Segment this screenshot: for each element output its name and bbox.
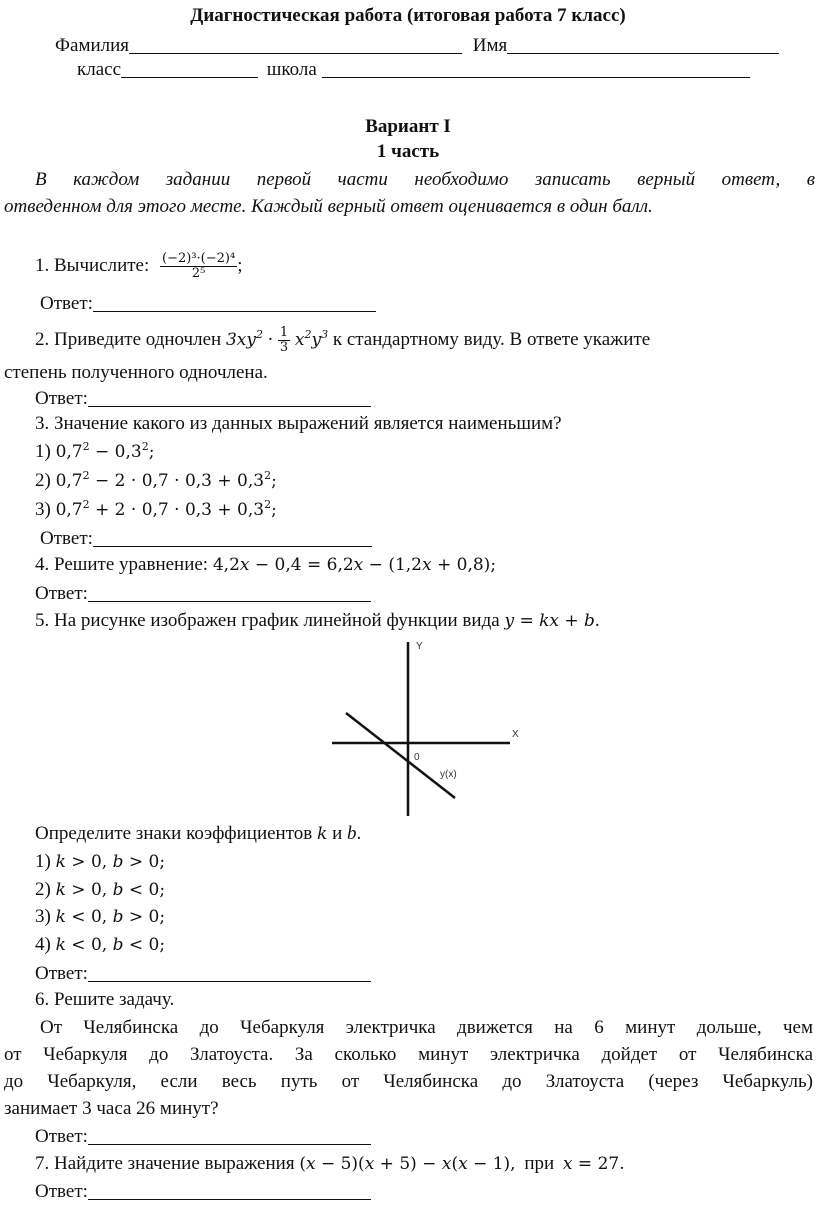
task-1-denominator: 2⁵ bbox=[191, 266, 206, 281]
task-1-text: 1. Вычислите: bbox=[35, 254, 150, 276]
answer-field-3[interactable] bbox=[93, 528, 372, 547]
part-title: 1 часть bbox=[376, 141, 440, 162]
task-2-line-2: степень полученного одночлена. bbox=[4, 362, 268, 383]
task-6: 6. Решите задачу. bbox=[35, 989, 175, 1010]
task-2-after: к стандартному виду. В ответе укажите bbox=[332, 328, 651, 350]
surname-row bbox=[55, 34, 779, 58]
task-5-text: 5. На рисунке изображен график линейной функции вида bbox=[35, 610, 500, 631]
task-5-option-1: 1) k > 0, b > 0; bbox=[35, 851, 166, 872]
option-number: 3) bbox=[35, 906, 51, 927]
task-2-text: 2. Приведите одночлен bbox=[35, 328, 222, 350]
answer-label: Ответ: bbox=[35, 1126, 88, 1147]
option-number: 1) bbox=[35, 851, 51, 872]
x-axis-label: X bbox=[512, 729, 519, 740]
task-7-when: при bbox=[524, 1153, 555, 1174]
task-6-line-3: до Чебаркуля, если весь путь от Челябинска до Златоуста (через Чебаркуль) bbox=[4, 1071, 813, 1092]
option-number: 3) bbox=[35, 499, 51, 520]
answer-4 bbox=[35, 582, 371, 606]
task-3-option-3: 3) $0,7^2 + 2 \cdot 0,7 \cdot 0,3 + 0,3^2$; bbox=[35, 498, 277, 520]
school-field[interactable] bbox=[322, 59, 750, 78]
school-label: школа bbox=[266, 59, 317, 80]
task-4-text: 4. Решите уравнение: bbox=[35, 554, 209, 575]
task-6-line-4: занимает 3 часа 26 минут? bbox=[4, 1098, 219, 1119]
task-3-option-1: 1) $0,7^2 - 0,3^2$; bbox=[35, 440, 155, 462]
option-number: 2) bbox=[35, 879, 51, 900]
task-6-line-1: От Челябинска до Чебаркуля электричка движется на 6 минут дольше, чем bbox=[40, 1017, 813, 1038]
answer-label: Ответ: bbox=[35, 583, 88, 604]
task-5-option-4: 4) k < 0, b < 0; bbox=[35, 934, 166, 955]
answer-field-4[interactable] bbox=[88, 583, 371, 602]
answer-5 bbox=[35, 962, 371, 986]
instructions-line-1: В каждом задании первой части необходимо записать верный ответ, в bbox=[35, 169, 815, 190]
task-4: 4. Решите уравнение: 4,2x − 0,4 = 6,2x − (1,2x + 0,8); bbox=[35, 554, 497, 575]
surname-field[interactable] bbox=[129, 35, 462, 54]
option-number: 4) bbox=[35, 934, 51, 955]
answer-label: Ответ: bbox=[35, 963, 88, 984]
y-axis-label: Y bbox=[416, 641, 423, 652]
task-2: 2. Приведите одночлен $3xy^2$ · $\frac{1}{3}$ $x^2y^3$ к стандартному виду. В ответе укажите bbox=[35, 325, 651, 355]
answer-1 bbox=[40, 292, 376, 316]
name-label: Имя bbox=[472, 35, 508, 56]
task-5-option-3: 3) k < 0, b > 0; bbox=[35, 906, 166, 927]
class-label: класс bbox=[77, 59, 122, 80]
answer-label: Ответ: bbox=[40, 528, 93, 549]
task-5-question-text: Определите знаки коэффициентов bbox=[35, 823, 313, 844]
name-field[interactable] bbox=[507, 35, 779, 54]
option-number: 1) bbox=[35, 441, 51, 462]
task-1-numerator: (−2)³·(−2)⁴ bbox=[162, 251, 236, 266]
surname-label: Фамилия bbox=[55, 35, 130, 56]
answer-field-2[interactable] bbox=[88, 388, 371, 407]
task-5: 5. На рисунке изображен график линейной функции вида y = kx + b. bbox=[35, 610, 600, 631]
task-6-line-2: от Чебаркуля до Златоуста. За сколько минут электричка дойдет от Челябинска bbox=[4, 1044, 813, 1065]
page-title: Диагностическая работа (итоговая работа 7 класс) bbox=[190, 5, 626, 26]
answer-label: Ответ: bbox=[40, 293, 93, 314]
task-7-text: 7. Найдите значение выражения bbox=[35, 1153, 295, 1174]
answer-field-5[interactable] bbox=[88, 963, 371, 982]
answer-2 bbox=[35, 387, 371, 411]
task-5-question: Определите знаки коэффициентов k и b. bbox=[35, 823, 362, 844]
instructions-line-2: отведенном для этого месте. Каждый верный ответ оценивается в один балл. bbox=[4, 196, 653, 217]
task-1: 1. Вычислите: $\frac{\text{(−2)³·(−2)⁴}}{\text{2⁵}}$ ; bbox=[35, 251, 243, 281]
task-5-option-2: 2) k > 0, b < 0; bbox=[35, 879, 166, 900]
and-word: и bbox=[332, 823, 343, 844]
task-1-fraction bbox=[160, 252, 237, 281]
variant-title: Вариант I bbox=[365, 116, 451, 137]
answer-field-1[interactable] bbox=[93, 293, 376, 312]
answer-label: Ответ: bbox=[35, 1181, 88, 1202]
class-row bbox=[77, 58, 750, 82]
answer-label: Ответ: bbox=[35, 388, 88, 409]
function-line bbox=[346, 713, 455, 798]
origin-label: 0 bbox=[414, 752, 420, 763]
answer-field-7[interactable] bbox=[88, 1181, 371, 1200]
task-3-option-2: 2) $0,7^2 - 2 \cdot 0,7 \cdot 0,3 + 0,3^2$; bbox=[35, 469, 277, 491]
answer-3 bbox=[40, 527, 372, 551]
linear-function-graph bbox=[330, 636, 530, 820]
answer-6 bbox=[35, 1125, 371, 1149]
option-number: 2) bbox=[35, 470, 51, 491]
line-label: y(x) bbox=[440, 769, 457, 780]
answer-field-6[interactable] bbox=[88, 1126, 371, 1145]
class-field[interactable] bbox=[121, 59, 258, 78]
task-7: 7. Найдите значение выражения (x − 5)(x + 5) − x(x − 1), при x = 27. bbox=[35, 1153, 625, 1174]
answer-7 bbox=[35, 1180, 371, 1204]
task-3: 3. Значение какого из данных выражений является наименьшим? bbox=[35, 413, 562, 434]
